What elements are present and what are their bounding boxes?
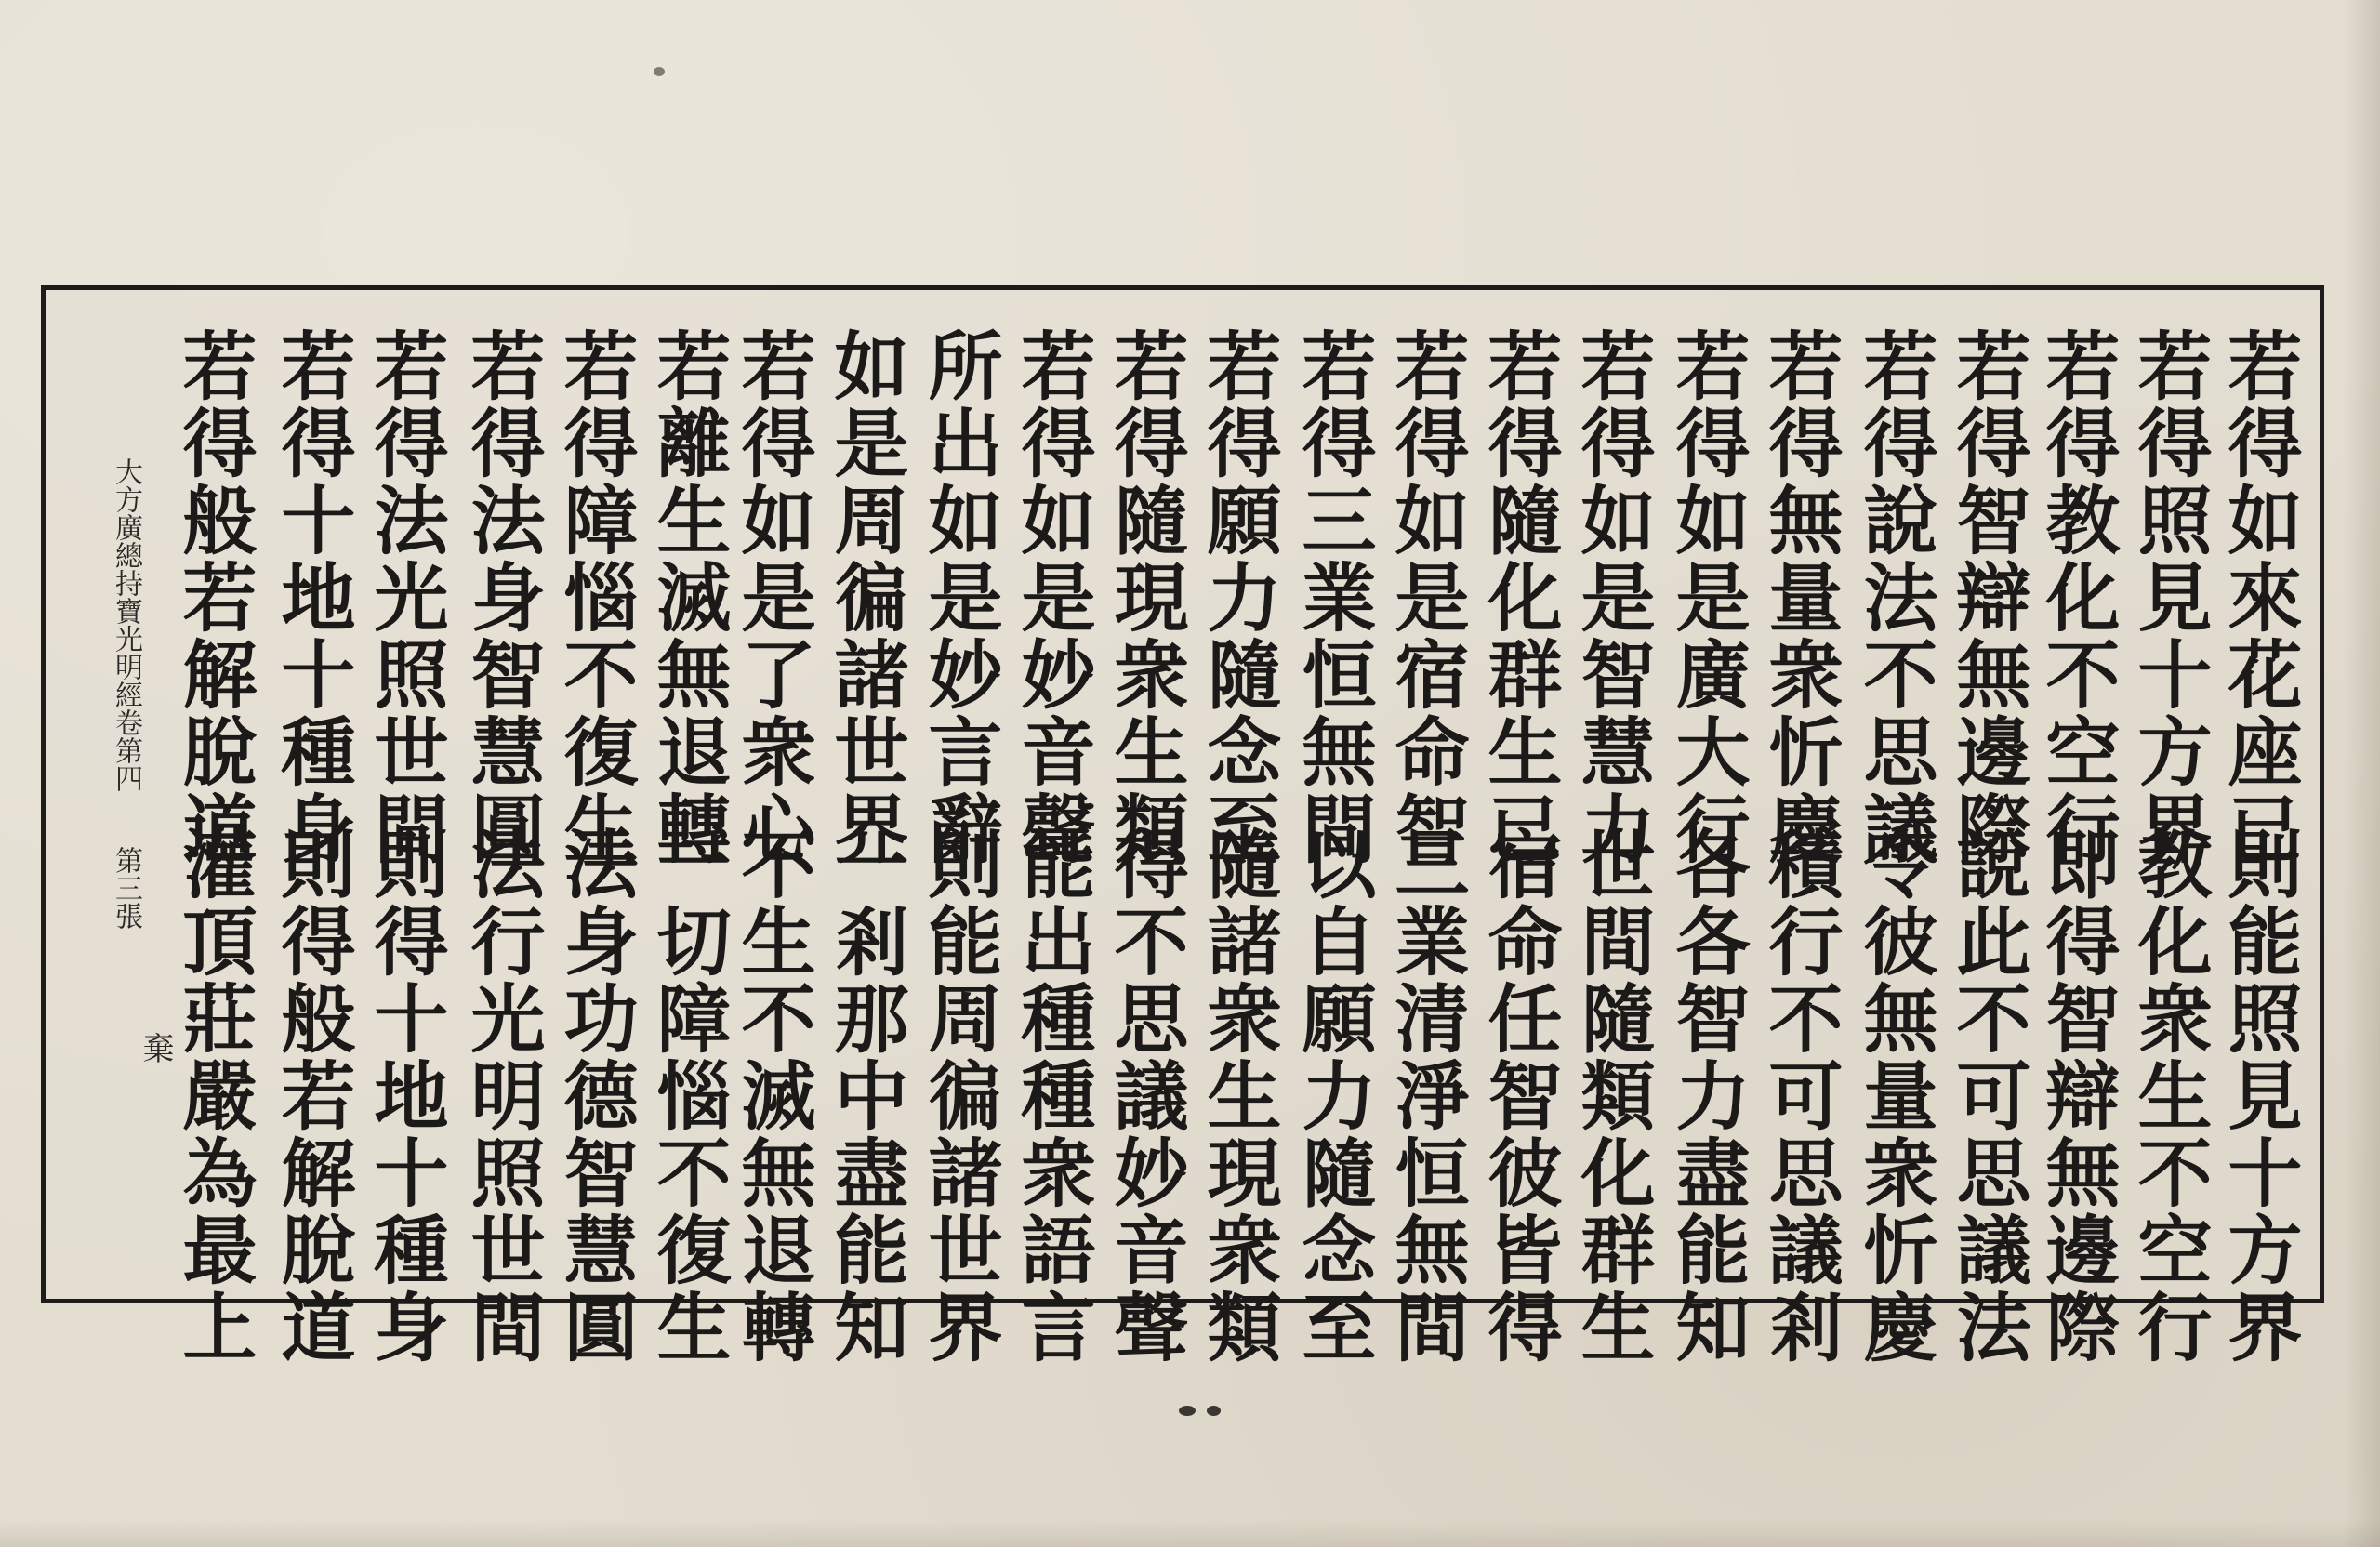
verse-col-upper: 若得如是妙音聲 [1009, 327, 1096, 867]
bottom-edge [0, 1519, 2380, 1547]
verse-col-upper: 若得三業恒無間 [1289, 327, 1377, 867]
verse-col-lower: 法行光明照世間 [458, 826, 546, 1366]
verse-col-upper: 若得法光照世間 [362, 327, 449, 867]
ink-speck [1207, 1406, 1221, 1416]
verse-col-lower: 世間隨類化群生 [1568, 826, 1656, 1366]
verse-col-upper: 若得教化不空行 [2033, 327, 2121, 867]
verse-col-lower: 則得十地十種身 [362, 826, 449, 1366]
verse-col-lower: 積行不可思議剎 [1756, 826, 1844, 1366]
verse-col-lower: 各各智力盡能知 [1663, 826, 1751, 1366]
verse-col-upper: 若得如來花座已 [2215, 327, 2303, 867]
ink-speck [1179, 1406, 1196, 1416]
verse-col-lower: 一切障惱不復生 [644, 826, 732, 1366]
verse-col-lower: 則能周徧諸世界 [916, 826, 1003, 1366]
verse-col-upper: 若得法身智慧圓 [458, 327, 546, 867]
verse-col-lower: 則得般若解脫道 [269, 826, 356, 1366]
verse-col-lower: 灌頂莊嚴為最上 [170, 826, 258, 1366]
verse-col-upper: 若得如是宿命智 [1382, 327, 1470, 867]
verse-col-lower: 法身功德智慧圓 [551, 826, 639, 1366]
verse-col-upper: 若得隨現衆生類 [1102, 327, 1189, 867]
verse-col-upper: 若得如是了衆心 [729, 327, 816, 867]
verse-col-lower: 不生不滅無退轉 [729, 826, 816, 1366]
verse-col-upper: 若離生滅無退轉 [644, 327, 732, 867]
verse-col-lower: 一剎那中盡能知 [822, 826, 909, 1366]
verse-col-lower: 能出種種衆語言 [1009, 826, 1096, 1366]
verse-col-upper: 若得隨化群生已 [1475, 327, 1563, 867]
verse-col-upper: 若得十地十種身 [269, 327, 356, 867]
margin-title: 大方廣總持寶光明經卷第四 [110, 457, 142, 792]
verse-col-lower: 得不思議妙音聲 [1102, 826, 1189, 1366]
verse-col-upper: 若得智辯無邊際 [1944, 327, 2031, 867]
verse-col-upper: 若得障惱不復生 [551, 327, 639, 867]
verse-col-lower: 即得智辯無邊際 [2033, 826, 2121, 1366]
ink-speck [654, 67, 665, 76]
verse-col-lower: 說此不可思議法 [1944, 826, 2031, 1366]
fold-shadow [2343, 0, 2380, 1547]
verse-col-lower: 隨諸衆生現衆類 [1195, 826, 1282, 1366]
verse-col-upper: 如是周徧諸世界 [822, 327, 909, 867]
verse-col-lower: 以自願力隨念至 [1289, 826, 1377, 1366]
verse-col-upper: 若得照見十方界 [2125, 327, 2213, 867]
margin-leaf-number: 第三張 [110, 846, 142, 930]
verse-col-lower: 三業清淨恒無間 [1382, 826, 1470, 1366]
verse-col-lower: 教化衆生不空行 [2125, 826, 2213, 1366]
verse-col-upper: 若得願力隨念至 [1195, 327, 1282, 867]
verse-col-lower: 宿命任智彼皆得 [1475, 826, 1563, 1366]
verse-col-upper: 若得如是智慧力 [1568, 327, 1656, 867]
verse-col-upper: 所出如是妙言辭 [916, 327, 1003, 867]
verse-col-upper: 若得般若解脫道 [170, 327, 258, 867]
verse-col-lower: 令彼無量衆忻慶 [1851, 826, 1938, 1366]
verse-col-upper: 若得無量衆忻慶 [1756, 327, 1844, 867]
verse-col-lower: 則能照見十方界 [2215, 826, 2303, 1366]
verse-col-upper: 若得如是廣大行 [1663, 327, 1751, 867]
verse-col-upper: 若得說法不思議 [1851, 327, 1938, 867]
margin-carver-mark: 棄 [137, 1032, 174, 1064]
